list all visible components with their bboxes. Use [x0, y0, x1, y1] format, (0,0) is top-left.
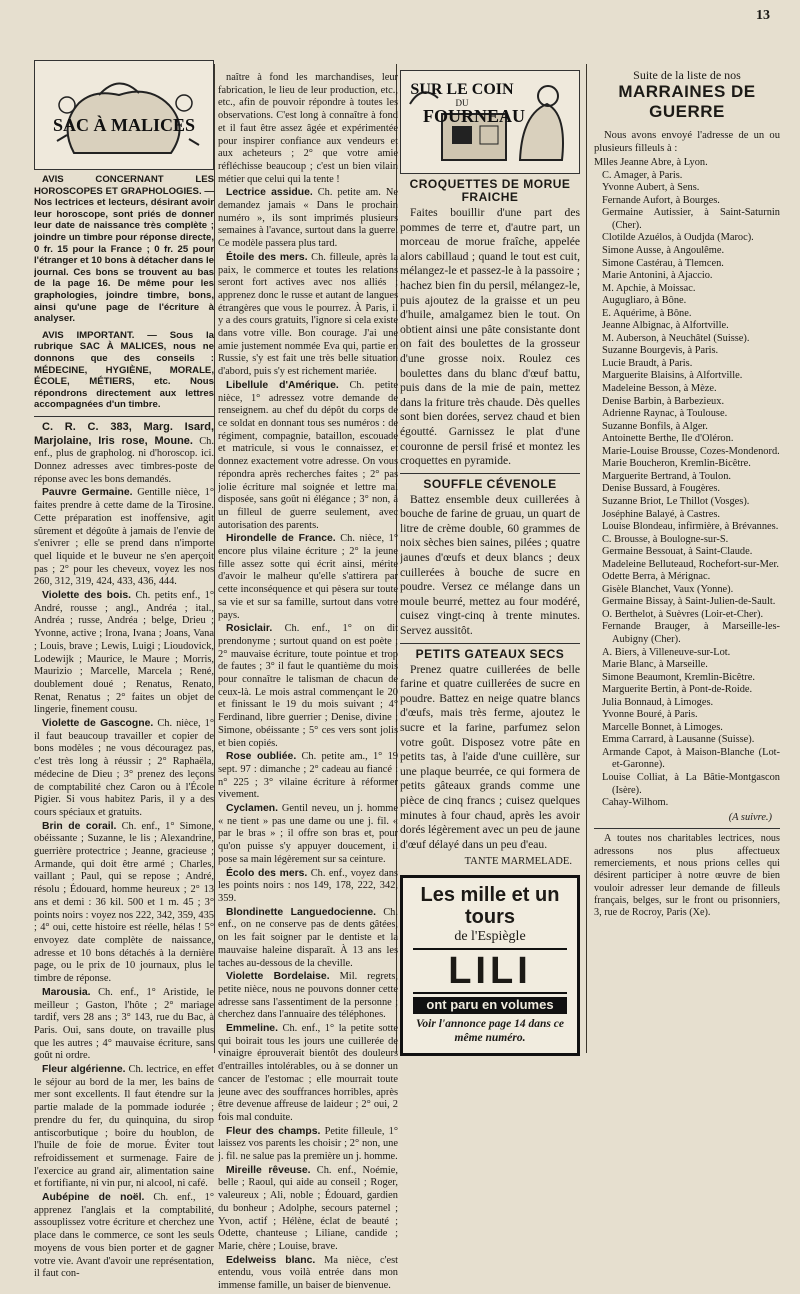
- marraine-list-item: Suzanne Bourgevis, à Paris.: [602, 345, 719, 357]
- answer-recipient: Fleur des champs.: [226, 1125, 321, 1137]
- marraine-list-item: M. Apchie, à Moissac.: [602, 282, 696, 294]
- stove-illustration-icon: [402, 74, 578, 170]
- answer-recipient: Marousia.: [42, 986, 91, 998]
- answer-entry: [34, 821, 214, 986]
- answer-text: Ch. enf., 1° on dit prendonyme ; surtout quand on est poète ; 2° mauvaise écriture, toute pointue et trop de fautes ; 3° il faut le quantième du mois pour connaître le talisman de chacun de ceux-là. Le mois astral commençant le 20 et finissant le 19 du mois suivant ; 4° Ferdinand, libre guerrier ; Denise, divine ; Simone, obéissante ; 5° ces vers sont jolis et bien copiés.: [218, 623, 398, 749]
- marraine-list-item: Antoinette Berthe, Ile d'Oléron.: [602, 433, 734, 445]
- answer-recipient: Violette de Gascogne.: [42, 718, 154, 730]
- answer-text: Ch. enf., plus de grapholog. ni d'horoscop. ici. Donnez adresses avec timbres-poste de réponse avec les bons demandés.: [34, 435, 214, 485]
- column-answers-continued: [218, 72, 398, 1294]
- ad-banner: ont paru en volumes: [413, 997, 567, 1014]
- answer-recipient: Blondinette Languedocienne.: [226, 906, 377, 918]
- recipe-text-gateaux: Prenez quatre cuillerées de belle farine et quatre cuillerées de sucre en poudre. Battez en neige quatre blancs d'œufs, mais très ferme, ajoutez le sucre et la farine, parfumez selon votre goût. Disposez votre pâte en petits tas, à l'aide d'une cuillère, sur une plaque beurrée, ce qui formera de petits gâteaux grands comme une pièce de cinq francs ; cuisez quelques minutes à four chaud, après les avoir dorés légèrement avec un peu de jaune d'œuf délayé dans un peu d'eau.: [400, 662, 580, 851]
- marraine-list-item: Fernande Aufort, à Bourges.: [602, 194, 720, 206]
- answer-recipient: Fleur algérienne.: [42, 1064, 126, 1076]
- answer-recipient: Rose oubliée.: [226, 751, 297, 763]
- ad-headline: Les mille et un tours: [420, 884, 560, 929]
- marraine-list-item: O. Berthelot, à Suèvres (Loir-et-Cher).: [602, 608, 764, 620]
- svg-text:FOURNEAU: FOURNEAU: [423, 106, 525, 126]
- marraines-list: [594, 157, 780, 809]
- answer-text: Ch. enf., on ne conserve pas de dents gâtées, on les fait soigner par le dentiste et la mauvaise haleine disparaît. À 13 ans les taches au-dessous de la cheville.: [218, 906, 398, 969]
- marraine-list-item: Louise Blondeau, infirmière, à Brévannes.: [602, 521, 779, 533]
- marraine-list-item: Augugliaro, à Bône.: [602, 295, 687, 307]
- answer-entry: [218, 1126, 398, 1164]
- answer-entry: [218, 868, 398, 906]
- answer-recipient: Rosiclair.: [226, 623, 273, 635]
- marraine-list-item: E. Aquérime, à Bône.: [602, 307, 692, 319]
- column-sac-a-malices: [34, 60, 214, 1282]
- important-notice: AVIS IMPORTANT. — Sous la rubrique SAC À MALICES, nous ne donnons que des conseils : MÉDECINE, HYGIÈNE, MORALE, ÉCOLE, MÉTIERS, etc. Nous répondrons directement aux lettres accompagnées d'un timbre.: [34, 329, 214, 411]
- marraine-list-item: Simone Beaumont, Kremlin-Bicêtre.: [602, 671, 755, 683]
- marraine-list-item: Denise Bussard, à Fougères.: [602, 483, 721, 495]
- answer-entry: [218, 72, 398, 186]
- answer-entry: [34, 1192, 214, 1281]
- marraine-list-item: Louise Colliat, à La Bâtie-Montgascon (Isère).: [602, 771, 780, 796]
- marraine-list-item: Lucie Braudt, à Paris.: [602, 357, 693, 369]
- marraine-list-item: Denise Barbin, à Barbezieux.: [602, 395, 725, 407]
- reader-answers: [218, 72, 398, 1293]
- divider: [34, 416, 214, 417]
- reader-answers: [34, 421, 214, 1281]
- answer-text: Ch. enf., 1° la petite sotte qui boirait tous les jours une cuillerée de vinaigre éprouverait bientôt des douleurs d'entrailles intolérables, ou à se donner un cancer de l'estomac ; elle mourrait toute jeune avec des souffrances horribles, après être devenue affreuse de laideur ; 2° oui, 2 fois mal conduite.: [218, 1023, 398, 1123]
- horoscope-notice: AVIS CONCERNANT LES HOROSCOPES ET GRAPHOLOGIES. — Nos lectrices et lecteurs, désirant avoir leur horoscope, sont priés de donner leur date de naissance très complète ; joindre un timbre pour réponse directe, 0 fr. 15 pour la France ; 0 fr. 25 pour l'étranger et 10 bons à détacher dans le journal. Ces bons se trouvent au bas de la page 16. De même pour les graphologies, joindre timbre, bons, ainsi qu'une page de l'écriture à analyser.: [34, 174, 214, 325]
- answer-text: Ch. nièce, 1° encore plus vilaine écriture ; 2° la jeune fille assez sotte qui écrit ainsi, mérite d'avoir le malheur qu'elle s'attirera par cette inconséquence et qui pèsera sur toute sa vie et sur sa famille, surtout dans votre pays.: [218, 533, 398, 621]
- answer-recipient: Lectrice assidue.: [226, 187, 313, 199]
- answer-recipient: Étoile des mers.: [226, 251, 308, 263]
- answer-entry: [218, 533, 398, 622]
- answer-recipient: Violette Bordelaise.: [226, 971, 330, 983]
- marraine-list-item: Mlles Jeanne Abre, à Lyon.: [594, 157, 708, 169]
- marraine-list-item: Marguerite Bertin, à Pont-de-Roide.: [602, 684, 753, 696]
- answer-entry: [218, 907, 398, 971]
- column-marraines: [594, 68, 780, 919]
- marraine-list-item: Marguerite Bertrand, à Toulon.: [602, 470, 732, 482]
- marraine-list-item: Julia Bonnaud, à Limoges.: [602, 696, 714, 708]
- answer-text: Ch. enf., 1° apprenez l'anglais et la comptabilité, assouplissez votre écriture et cherchez une place dans le commerce, ce sont les seuls moyens de vous bien porter et de gagner votre vie. Avant d'avoir une représentation, il faut con-: [34, 1192, 214, 1280]
- marraine-list-item: Marie Antonini, à Ajaccio.: [602, 270, 713, 282]
- svg-text:DU: DU: [455, 98, 469, 108]
- answer-entry: [34, 590, 214, 717]
- marraine-list-item: Yvonne Aubert, à Sens.: [602, 182, 700, 194]
- marraine-list-item: Marie Blanc, à Marseille.: [602, 659, 708, 671]
- marraine-list-item: M. Auberson, à Neuchâtel (Suisse).: [602, 332, 750, 344]
- answer-text: Ch. petits enf., 1° André, rousse ; angl., Andréa ; ital., Andréa ; russe, Andréa ; belge, Drieu ; Yvonne, active ; Irona, Ivana ; Joans, Vana ; Louis, brave ; Lewis, Luigi ; Lioudovick, Lodewijk ; Maurice, le Maure ; Morris, Maurizio ; Marcelle, Marcela ; René, doublement doué ; Renatus, Renato, Renat, Renatus ; 2° faites un objet de lingerie, finement cousu.: [34, 590, 214, 716]
- marraine-list-item: Germaine Bissay, à Saint-Julien-de-Sault.: [602, 596, 776, 608]
- answer-entry: [34, 718, 214, 820]
- marraine-list-item: Fernande Brauger, à Marseille-les-Aubigny (Cher).: [602, 621, 780, 645]
- answer-entry: [218, 1023, 398, 1125]
- lili-advertisement: [400, 875, 580, 1056]
- marraine-list-item: Suzanne Bonfils, à Alger.: [602, 420, 708, 432]
- divider: [400, 473, 580, 474]
- page-number: 13: [756, 8, 770, 23]
- answer-entry: [34, 421, 214, 487]
- marraine-list-item: Cahay-Wilhom.: [602, 797, 669, 809]
- divider: [400, 643, 580, 644]
- sur-le-coin-du-fourneau-logo: [400, 70, 580, 174]
- sac-a-malices-logo: [34, 60, 214, 170]
- marraines-title: MARRAINES DE GUERRE: [618, 82, 756, 121]
- answer-entry: [218, 803, 398, 867]
- answer-text: Gentil neveu, un j. homme « ne tient » pas une dame ou une j. fil. « par le bras » ; il offre son bras et, pour qu'on puisse s'y appuyer doucement, il pose sa main légèrement sur sa ceinture.: [218, 803, 398, 865]
- svg-text:SUR LE COIN: SUR LE COIN: [410, 81, 514, 98]
- answer-recipient: Pauvre Germaine.: [42, 487, 133, 499]
- answer-text: Ch. enf., 1° Simone, obéissante ; Suzanne, le lis ; Alexandrine, guerrière protectrice ; Jeanne, gracieuse ; Armande, qui doit être armé ; Charles, vaillant ; Paul, qui se repose ; André, résolu ; Édouard, homme heureux ; 2° 13 ans et demi : 36 kil. 500 et 1 m. 45 ; 3° points noirs : voyez nos 222, 342, 359, 435 ; 4° oui, cette histoire est réelle, hélas ! 5° envoyez date complète de naissance, adresse et 10 bons détachés à la dernière page, ou le prix de 10 journaux, plus le timbre de réponse.: [34, 820, 214, 985]
- answer-recipient: Écolo des mers.: [226, 867, 308, 879]
- marraines-intro: Nous avons envoyé l'adresse de un ou plusieurs filleuls à :: [594, 130, 780, 154]
- answer-text: Ch. petite am. Ne demandez jamais « Dans le prochain numéro », ils sont imprimés plusieurs semaines à l'avance, surtout dans la guerre. Ce modèle passera plus tard.: [218, 187, 398, 250]
- answer-text: Ch. nièce, 1° il faut beaucoup travailler et copier de bons modèles ; ne vous découragez pas, c'est très long à réussir ; 2° Raphaëla, médecine de Dieu ; 3° prenez des leçons de comptabilité chez Caron ou à l'École Pigier. Si vous habitez Paris, il y a des cours spéciaux et gratuits.: [34, 718, 214, 818]
- answer-text: Petite filleule, 1° laissez vos parents les choisir ; 2° non, une j. fil. ne salue pas la première un j. homme.: [218, 1125, 398, 1163]
- marraine-list-item: Jeanne Albignac, à Alfortville.: [602, 320, 729, 332]
- signature: TANTE MARMELADE.: [464, 856, 572, 868]
- answer-entry: [218, 380, 398, 532]
- recipe-text-croquettes: Faites bouillir d'une part des pommes de terre et, d'autre part, un morceau de morue fraîche, appelée alors cabillaud ; quand le tout est cuit, mélangez-le et passez-le à la passoire ; hachez bien fin du persil, mélangez-le, puis ajoutez de la graisse et un peu d'huile, amalgamez bien le tout. On obtient ainsi une pâte consistante dont on fait des boulettes de la grosseur d'une grosse noix. Roulez ces boulettes dans du blanc d'œuf battu, puis dans de la mie de pain, mettez dans la friture très chaude. Dès quelles sont bien dorées, servez chaud et bien égoutté. Garnissez le plat d'une couronne de persil frisé et montez les croquettes en pyramide.: [400, 206, 580, 468]
- recipe-title-gateaux: PETITS GATEAUX SECS: [415, 646, 565, 661]
- marraine-list-item: A. Biers, à Villeneuve-sur-Lot.: [602, 646, 731, 658]
- marraine-list-item: Germaine Autissier, à Saint-Saturnin (Cher).: [602, 207, 780, 231]
- sack-illustration-icon: [39, 65, 209, 165]
- answer-text: Ch. lectrice, en effet le séjour au bord de la mer, les bains de mer sont excellents. Il faut étendre sur la partie malade de la pommade iodurée ; prendre du fer, du quinquina, du sirop antiscorbutique ; boire du houblon, de l'huile de foie de morue. Éviter tout refroidissement et surmenage. Faire de l'exercice au grand air, alimentation saine et fortifiante, ni vin pur, ni alcool, ni café.: [34, 1064, 214, 1190]
- marraine-list-item: Yvonne Bouré, à Paris.: [602, 709, 698, 721]
- marraine-list-item: Marcelle Bonnet, à Limoges.: [602, 721, 723, 733]
- marraine-list-item: Joséphine Balayé, à Castres.: [602, 508, 721, 520]
- answer-recipient: Emmeline.: [226, 1023, 278, 1035]
- answer-recipient: Cyclamen.: [226, 803, 278, 815]
- marraine-list-item: Madeleine Belluteaud, Rochefort-sur-Mer.: [602, 558, 779, 570]
- column-rule: [214, 64, 215, 1053]
- answer-entry: [218, 1255, 398, 1293]
- recipe-title-souffle: SOUFFLE CÉVENOLE: [423, 476, 557, 491]
- answer-recipient: Hirondelle de France.: [226, 533, 336, 545]
- marraine-list-item: Clotilde Azuélos, à Oudjda (Maroc).: [602, 232, 754, 244]
- marraine-list-item: Marguerite Blaisins, à Alfortville.: [602, 370, 743, 382]
- marraine-list-item: Adrienne Raynac, à Toulouse.: [602, 408, 728, 420]
- closing-note: A toutes nos charitables lectrices, nous adressons nos plus affectueux remerciements, et nous prions celles qui désirent participer à notre œuvre de bien vouloir adresser leur demande de filleuls français, belges, sur le front ou prisonniers, 3, rue de Rocroy, Paris (Xe).: [594, 828, 780, 919]
- marraine-list-item: Emma Carrard, à Lausanne (Suisse).: [602, 734, 755, 746]
- answer-entry: [218, 751, 398, 802]
- answer-text: Mil. regrets, petite nièce, nous ne pouvons donner cette adresse sans l'assentiment de la personne ; cherchez dans l'annuaire des téléphones.: [218, 971, 398, 1021]
- marraine-list-item: Marie Boucheron, Kremlin-Bicêtre.: [602, 458, 751, 470]
- marraine-list-item: C. Amager, à Paris.: [602, 169, 683, 181]
- svg-text:SAC À MALICES: SAC À MALICES: [52, 115, 196, 135]
- answer-entry: [218, 1165, 398, 1254]
- marraine-list-item: Simone Castérau, à Tlemcen.: [602, 257, 724, 269]
- answer-entry: [34, 487, 214, 589]
- a-suivre: (A suivre.): [728, 811, 772, 823]
- marraine-list-item: Simone Ausse, à Angoulême.: [602, 245, 725, 257]
- answer-text: Ch. filleule, après la paix, le commerce et toutes les relations seront fort actives avec nos alliés ; apprenez donc le russe et autant de langues étrangères que vous le pourrez. À Paris, il y a des cours gratuits, l'ignore si cela existe dans votre ville. Bon courage. J'ai une amie justement nommée Eva qui, partie en Russie, s'y est fait une très belle situation d'abord, puis s'y est richement mariée.: [218, 251, 398, 378]
- recipe-title-croquettes: CROQUETTES DE MORUE FRAICHE: [409, 177, 571, 204]
- column-recipes: [400, 70, 580, 1056]
- answer-text: Ma nièce, c'est entendu, vous voilà entrée dans mon immense famille, un baiser de bienvenue.: [218, 1254, 398, 1292]
- column-rule: [586, 64, 587, 1053]
- ad-subline: de l'Espiègle: [454, 929, 526, 945]
- answer-text: Ch. enf., Noémie, belle ; Raoul, qui aide au conseil ; Roger, valeureux ; Ali, noble ; Édouard, gardien du bonheur ; Adolphe, secours paternel ; Yvon, actif ; Hélène, éclat de beauté ; Odette, chanteuse ; Liliane, candide ; Marie, chère ; Louise, brave.: [218, 1164, 398, 1252]
- marraine-list-item: Germaine Bessouat, à Saint-Claude.: [602, 546, 753, 558]
- answer-entry: [218, 252, 398, 379]
- answer-text: Ch. enf., voyez dans les points noirs : nos 149, 178, 222, 342, 359.: [218, 867, 398, 904]
- ad-brand: LILI: [413, 948, 567, 994]
- marraine-list-item: Gisèle Blanchet, Vaux (Yonne).: [602, 583, 734, 595]
- answer-text: Ch. petite nièce, 1° adressez votre demande de renseignem. au chef du dépôt du corps de ce soldat en donnant tous ses numéros : de régiment, compagnie, bataillon, escouade et matricule, si vous le connaissez, et donnez exactement votre adresse. On vous répondra après recherches faites ; 2° pas jolie écriture mal soignée et lettre mal disposée, sans goût ni élégance ; 3° non, à un filleul de guerre seulement, avec autorisation des parents.: [218, 379, 398, 531]
- answer-recipient: Aubépine de noël.: [42, 1192, 145, 1204]
- marraines-subtitle: Suite de la liste de nos: [633, 68, 741, 82]
- marraine-list-item: Odette Berra, à Mérignac.: [602, 571, 711, 583]
- answer-entry: [34, 987, 214, 1063]
- answer-text: Ch. petite am., 1° 19 sept. 97 : dimanche ; 2° cadeau au fiancé : n° 225 ; 3° vilaine écriture à réformer vivement.: [218, 751, 398, 801]
- answer-recipient: Mireille rêveuse.: [226, 1164, 311, 1176]
- answer-entry: [218, 187, 398, 251]
- ad-footer: Voir l'annonce page 14 dans ce même numéro.: [416, 1017, 564, 1044]
- answer-recipient: Violette des bois.: [42, 590, 132, 602]
- marraine-list-item: Armande Capot, à Maison-Blanche (Lot-et-Garonne).: [602, 746, 780, 771]
- answer-text: Gentille nièce, 1° faites prendre à cette dame de la Tirosine. Cette préparation est inoffensive, agit sûrement et dégoûte à jamais de l'envie de s'enivrer ; elle se prend dans n'importe quel liquide et le buveur ne s'en aperçoit pas ; 2° pour les cheveux, voyez les nos 260, 312, 319, 424, 433, 436, 444.: [34, 487, 214, 588]
- answer-entry: [34, 1064, 214, 1191]
- marraine-list-item: Marie-Louise Brousse, Cozes-Mondenord.: [602, 445, 780, 457]
- answer-entry: [218, 971, 398, 1022]
- marraine-list-item: Suzanne Briot, Le Thillot (Vosges).: [602, 495, 750, 507]
- answer-recipient: Brin de corail.: [42, 820, 117, 832]
- marraine-list-item: Madeleine Besson, à Mèze.: [602, 383, 717, 395]
- answer-text: naître à fond les marchandises, leur fabrication, le lieu de leur production, etc., etc., afin de pouvoir répondre à toutes les observations. C'est long à connaître à fond et il faut être assez âgée et expérimentée pour inspirer confiance aux vendeurs et aux acheteurs ; 2° que votre amie réfléchisse beaucoup ; c'est un bien vilain métier que celui qui la tente !: [218, 72, 398, 185]
- answer-recipient: Libellule d'Amérique.: [226, 379, 339, 391]
- answer-recipient: Edelweiss blanc.: [226, 1254, 316, 1266]
- recipe-text-souffle: Battez ensemble deux cuillerées à bouche de farine de gruau, un quart de litre de crème double, 60 grammes de noix sèches bien saines, pilées ; quatre jaunes d'œufs et deux blancs ; deux cuillerées à bouche de sucre en poudre. Versez ce mélange dans un moule beurré, mettez au four modéré, cuisez vingt-cinq à trente minutes. Servez aussitôt.: [400, 492, 580, 638]
- answer-text: Ch. enf., 1° Aristide, le meilleur ; Gaston, l'hôte ; 2° mariage tardif, vers 28 ans ; 3° 143, rue du Bac, à Paris. Oui, sans doute, on travaille plus que les autres ; 4° mauvaise écriture, sans goût ni ordre.: [34, 986, 214, 1062]
- marraine-list-item: C. Brousse, à Boulogne-sur-S.: [602, 533, 729, 545]
- answer-recipient: C. R. C. 383, Marg. Isard, Marjolaine, Iris rose, Moune.: [34, 420, 214, 447]
- answer-entry: [218, 623, 398, 750]
